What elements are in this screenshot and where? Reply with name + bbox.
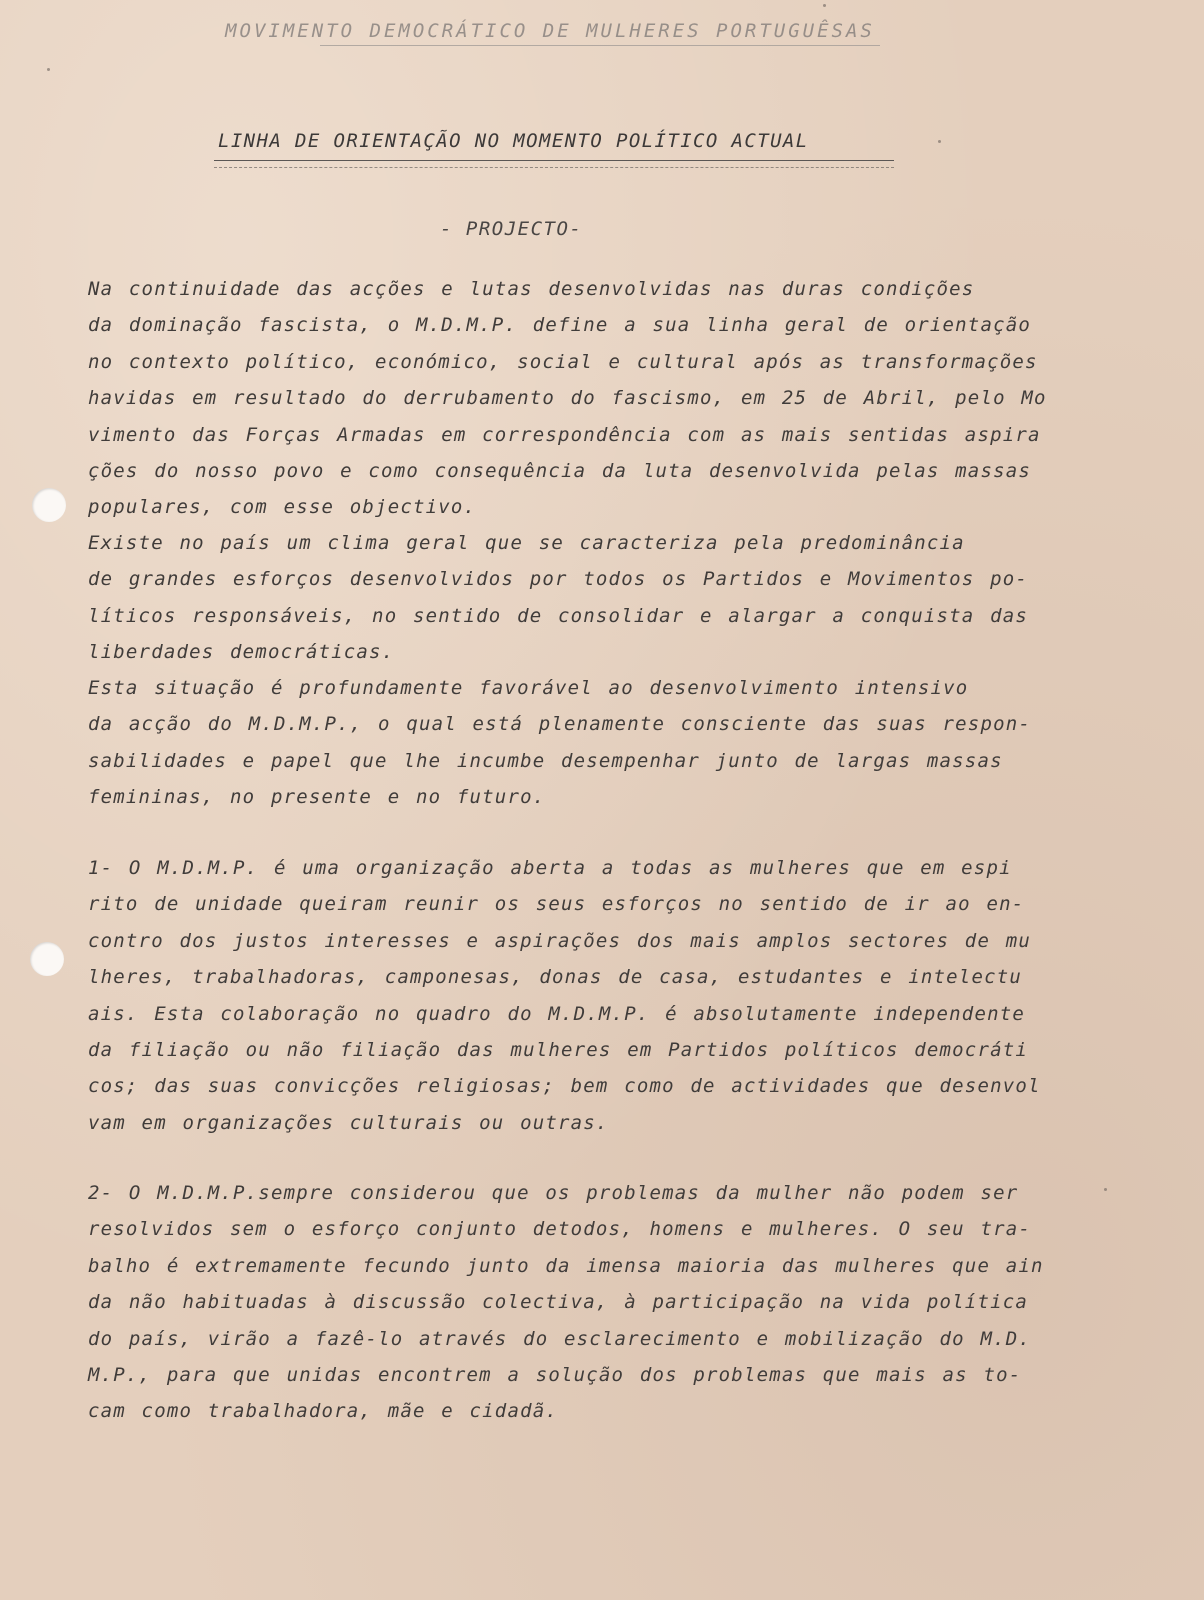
text-line: Esta situação é profundamente favorável ao desenvolvimento intensivo xyxy=(88,677,969,699)
punch-hole xyxy=(32,488,66,522)
text-line: populares, com esse objectivo. xyxy=(88,496,477,519)
paper-speck xyxy=(823,4,826,7)
text-line: da acção do M.D.M.P., o qual está plenamente consciente das suas respon- xyxy=(88,713,1032,736)
text-line: no contexto político, económico, social e cultural após as transformações xyxy=(88,350,1038,373)
text-line: 1- O M.D.M.P. é uma organização aberta a todas as mulheres que em espi xyxy=(88,857,1012,879)
paper-speck xyxy=(1104,1188,1107,1191)
text-line: balho é extremamente fecundo junto da imensa maioria das mulheres que ain xyxy=(88,1254,1044,1277)
document-title: LINHA DE ORIENTAÇÃO NO MOMENTO POLÍTICO ACTUAL xyxy=(218,130,809,152)
text-line: contro dos justos interesses e aspirações dos mais amplos sectores de mu xyxy=(88,929,1032,952)
text-line: lheres, trabalhadoras, camponesas, donas de casa, estudantes e intelectu xyxy=(88,966,1023,989)
clima-paragraph xyxy=(88,525,1148,671)
text-line: da não habituadas à discussão colectiva, à participação na vida política xyxy=(88,1291,1029,1314)
text-line: ais. Esta colaboração no quadro do M.D.M.P. é absolutamente independente xyxy=(88,1002,1026,1025)
text-line: femininas, no presente e no futuro. xyxy=(88,786,546,809)
text-line: 2- O M.D.M.P.sempre considerou que os problemas da mulher não podem ser xyxy=(88,1182,1019,1204)
situacao-paragraph xyxy=(88,670,1148,816)
text-line: sabilidades e papel que lhe incumbe desempenhar junto de largas massas xyxy=(88,749,1003,772)
text-line: cam como trabalhadora, mãe e cidadã. xyxy=(88,1400,559,1423)
document-subtitle: - PROJECTO- xyxy=(440,218,583,240)
text-line: vimento das Forças Armadas em correspondência com as mais sentidas aspira xyxy=(88,423,1041,446)
text-line: vam em organizações culturais ou outras. xyxy=(88,1111,609,1134)
text-line: da filiação ou não filiação das mulheres em Partidos políticos democráti xyxy=(88,1039,1029,1062)
organization-name: MOVIMENTO DEMOCRÁTICO DE MULHERES PORTUGUÊSAS xyxy=(225,20,875,42)
punch-hole xyxy=(30,942,64,976)
text-line: cos; das suas convicções religiosas; bem como de actividades que desenvol xyxy=(88,1075,1041,1098)
text-line: M.P., para que unidas encontrem a solução dos problemas que mais as to- xyxy=(88,1364,1022,1387)
point-1-paragraph xyxy=(88,850,1148,1141)
paper-speck xyxy=(938,140,941,143)
text-line: havidas em resultado do derrubamento do fascismo, em 25 de Abril, pelo Mo xyxy=(88,387,1047,410)
text-line: Existe no país um clima geral que se caracteriza pela predominância xyxy=(88,532,965,554)
title-underline-secondary xyxy=(214,167,894,168)
text-line: da dominação fascista, o M.D.M.P. define a sua linha geral de orientação xyxy=(88,314,1032,337)
text-line: liberdades democráticas. xyxy=(88,641,395,664)
intro-paragraph xyxy=(88,271,1148,526)
title-underline xyxy=(214,160,894,161)
text-line: resolvidos sem o esforço conjunto detodos, homens e mulheres. O seu tra- xyxy=(88,1218,1032,1241)
paper-speck xyxy=(47,68,50,71)
header-underline xyxy=(320,45,880,46)
point-2-paragraph xyxy=(88,1175,1148,1430)
text-line: líticos responsáveis, no sentido de consolidar e alargar a conquista das xyxy=(88,604,1029,627)
text-line: Na continuidade das acções e lutas desenvolvidas nas duras condições xyxy=(88,278,975,300)
text-line: de grandes esforços desenvolvidos por todos os Partidos e Movimentos po- xyxy=(88,568,1029,591)
text-line: rito de unidade queiram reunir os seus esforços no sentido de ir ao en- xyxy=(88,893,1025,916)
text-line: do país, virão a fazê-lo através do esclarecimento e mobilização do M.D. xyxy=(88,1327,1032,1350)
organization-header xyxy=(200,20,900,42)
text-line: ções do nosso povo e como consequência da luta desenvolvida pelas massas xyxy=(88,460,1032,483)
